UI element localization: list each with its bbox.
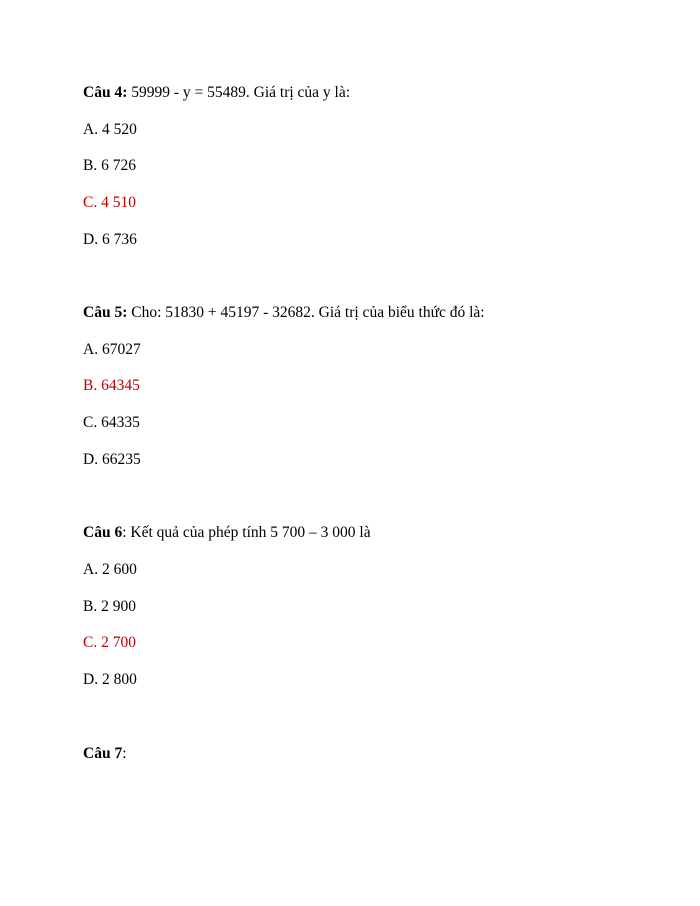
question-7-text: : [122,745,127,762]
question-4-option-c-correct: C. 4 510 [83,194,136,211]
question-6-option-b: B. 2 900 [83,598,136,615]
question-4-text: 59999 - y = 55489. Giá trị của y là: [127,84,351,101]
question-4-prompt [83,84,350,102]
question-5-text: Cho: 51830 + 45197 - 32682. Giá trị của biểu thức đó là: [127,304,485,321]
question-5-option-b-correct: B. 64345 [83,377,140,394]
question-4-label: Câu 4: [83,84,128,101]
question-6-prompt [83,524,371,542]
question-7-prompt [83,745,127,763]
question-6-label: Câu 6 [83,524,123,541]
question-6-option-d: D. 2 800 [83,671,137,688]
question-5-option-c: C. 64335 [83,414,140,431]
question-4-option-d: D. 6 736 [83,231,137,248]
question-5-prompt [83,304,485,322]
question-6-option-c-correct: C. 2 700 [83,634,136,651]
question-4-option-b: B. 6 726 [83,157,136,174]
question-5-label: Câu 5: [83,304,128,321]
question-6-text: : Kết quả của phép tính 5 700 – 3 000 là [122,524,371,541]
question-6-option-a: A. 2 600 [83,561,137,578]
question-5-option-a: A. 67027 [83,341,141,358]
question-7-label: Câu 7 [83,745,123,762]
question-4-option-a: A. 4 520 [83,121,137,138]
question-5-option-d: D. 66235 [83,451,141,468]
